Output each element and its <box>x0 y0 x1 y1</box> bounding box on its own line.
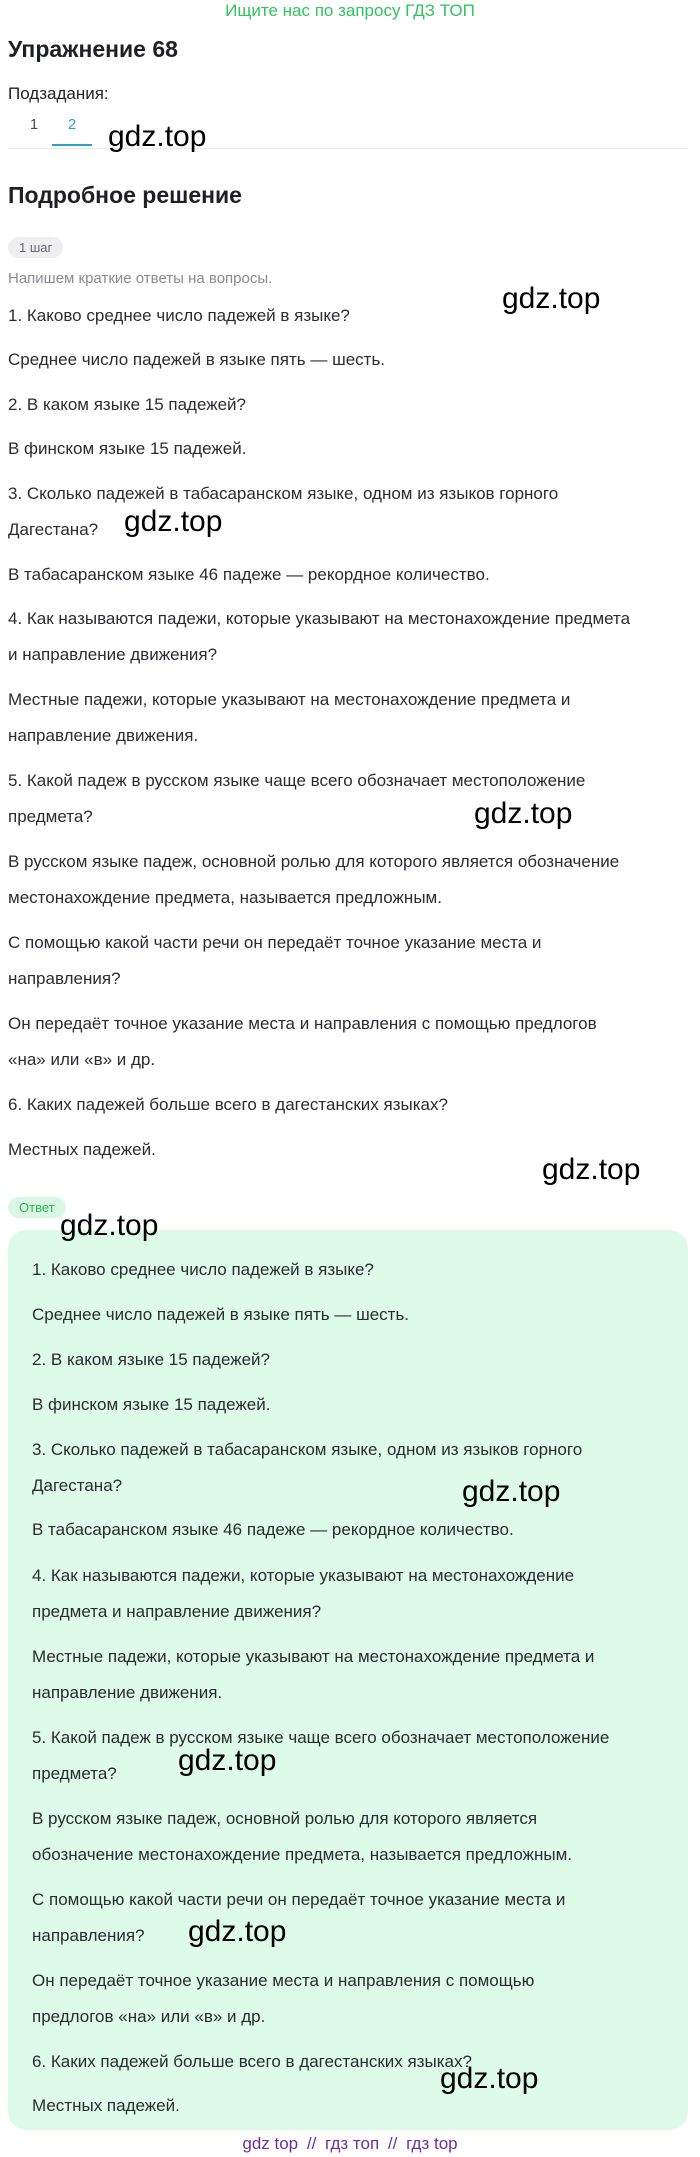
answer-line: В финском языке 15 падежей. <box>32 1395 271 1414</box>
watermark: gdz.top <box>178 1744 277 1777</box>
answer-line: 1. Каково среднее число падежей в языке? <box>32 1260 374 1279</box>
solution-line: Дагестана? <box>8 520 99 539</box>
solution-line: направления? <box>8 969 121 988</box>
answer-line: предмета? <box>32 1764 117 1783</box>
answer-line: 5. Какой падеж в русском языке чаще всего обозначает местоположение <box>32 1728 610 1747</box>
watermark: gdz.top <box>440 2062 539 2095</box>
answer-badge: Ответ <box>8 1197 66 1218</box>
answer-line: Местных падежей. <box>32 2096 180 2115</box>
solution-line: Местных падежей. <box>8 1140 156 1159</box>
solution-line: С помощью какой части речи он передаёт точное указание места и <box>8 933 542 952</box>
answer-line: 2. В каком языке 15 падежей? <box>32 1350 270 1369</box>
answer-line: 3. Сколько падежей в табасаранском языке, одном из языков горного <box>32 1440 583 1459</box>
answer-line: Дагестана? <box>32 1476 123 1495</box>
solution-line: «на» или «в» и др. <box>8 1050 156 1069</box>
answer-line: Местные падежи, которые указывают на местонахождение предмета и <box>32 1647 595 1666</box>
solution-line: 5. Какой падеж в русском языке чаще всего обозначает местоположение <box>8 771 586 790</box>
watermark: gdz.top <box>124 505 223 538</box>
tab-subtask-1[interactable]: 1 <box>29 116 39 133</box>
solution-line: 4. Как называются падежи, которые указывают на местонахождение предмета <box>8 609 631 628</box>
watermark: gdz.top <box>108 120 207 153</box>
solution-line: Он передаёт точное указание места и направления с помощью предлогов <box>8 1014 597 1033</box>
solution-line: 6. Каких падежей больше всего в дагестанских языках? <box>8 1095 448 1114</box>
solution-line: и направление движения? <box>8 645 218 664</box>
step-intro: Напишем краткие ответы на вопросы. <box>8 270 273 287</box>
footer-separator: // <box>306 2134 317 2153</box>
solution-line: В русском языке падеж, основной ролью для которого является обозначение <box>8 852 620 871</box>
answer-line: 4. Как называются падежи, которые указывают на местонахождение <box>32 1566 575 1585</box>
answer-line: В табасаранском языке 46 падеже — рекордное количество. <box>32 1520 514 1539</box>
footer-link-gdz-top-mixed[interactable]: гдз top <box>406 2134 458 2153</box>
solution-line: Местные падежи, которые указывают на местонахождение предмета и <box>8 690 571 709</box>
watermark: gdz.top <box>542 1153 641 1186</box>
footer-separator: // <box>387 2134 398 2153</box>
subtasks-label: Подзадания: <box>8 84 109 103</box>
answer-line: Среднее число падежей в языке пять — шесть. <box>32 1305 410 1324</box>
solution-line: В табасаранском языке 46 падеже — рекордное количество. <box>8 565 490 584</box>
watermark: gdz.top <box>502 282 601 315</box>
footer-link-gdz-top-ru[interactable]: гдз топ <box>325 2134 380 2153</box>
search-banner: Ищите нас по запросу ГДЗ ТОП <box>225 1 475 20</box>
watermark: gdz.top <box>60 1209 159 1242</box>
answer-line: предлогов «на» или «в» и др. <box>32 2007 266 2026</box>
answer-line: В русском языке падеж, основной ролью для которого является <box>32 1809 538 1828</box>
solution-line: направление движения. <box>8 726 199 745</box>
solution-line: В финском языке 15 падежей. <box>8 439 247 458</box>
section-title: Подробное решение <box>8 182 242 208</box>
answer-line: С помощью какой части речи он передаёт точное указание места и <box>32 1890 566 1909</box>
tab-subtask-2[interactable]: 2 <box>54 116 90 133</box>
answer-line: Он передаёт точное указание места и направления с помощью <box>32 1971 535 1990</box>
page-title: Упражнение 68 <box>8 36 178 62</box>
solution-line: Среднее число падежей в языке пять — шесть. <box>8 350 386 369</box>
answer-line: направление движения. <box>32 1683 223 1702</box>
solution-line: местонахождение предмета, называется предложным. <box>8 888 442 907</box>
footer-links <box>0 2134 700 2154</box>
solution-line: 1. Каково среднее число падежей в языке? <box>8 306 350 325</box>
answer-line: направления? <box>32 1926 145 1945</box>
watermark: gdz.top <box>474 797 573 830</box>
solution-line: 3. Сколько падежей в табасаранском языке, одном из языков горного <box>8 484 559 503</box>
answer-line: обозначение местонахождение предмета, называется предложным. <box>32 1845 573 1864</box>
answer-line: 6. Каких падежей больше всего в дагестанских языках? <box>32 2052 472 2071</box>
solution-line: 2. В каком языке 15 падежей? <box>8 395 246 414</box>
watermark: gdz.top <box>188 1915 287 1948</box>
answer-line: предмета и направление движения? <box>32 1602 322 1621</box>
step-badge: 1 шаг <box>8 237 63 258</box>
watermark: gdz.top <box>462 1475 561 1508</box>
solution-line: предмета? <box>8 807 93 826</box>
footer-link-gdz-top[interactable]: gdz top <box>242 2134 299 2153</box>
